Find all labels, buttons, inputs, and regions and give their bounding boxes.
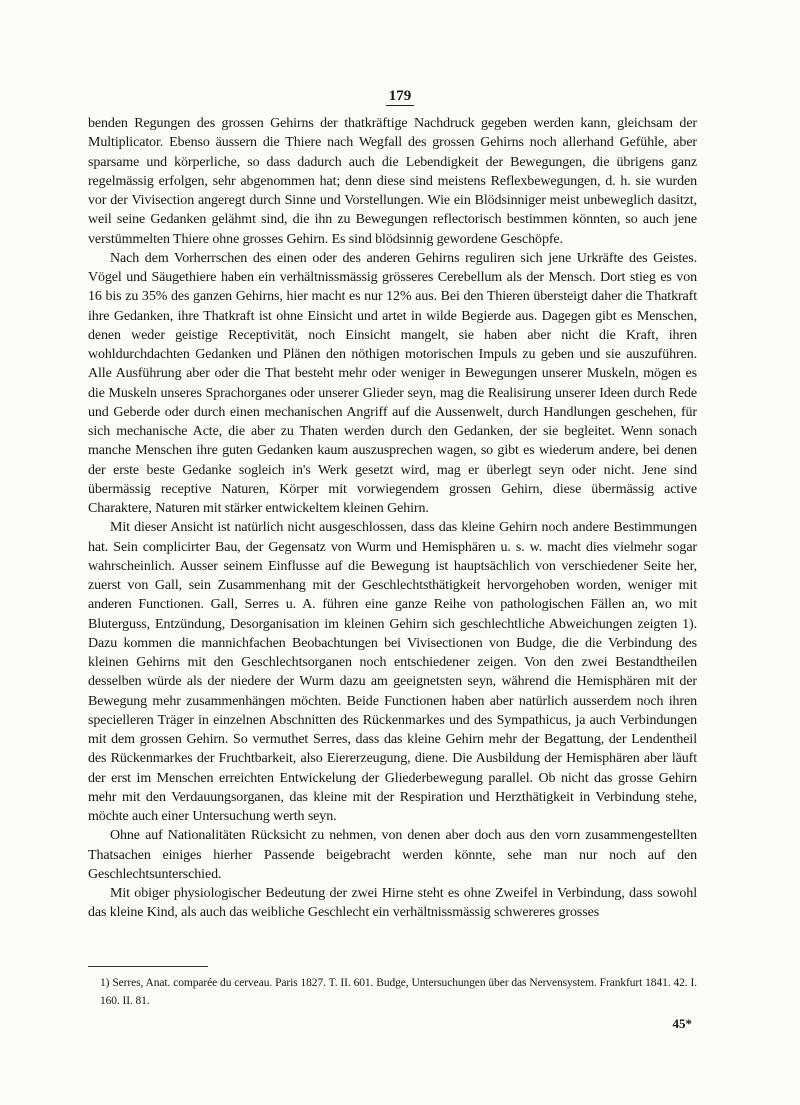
paragraph: Mit dieser Ansicht ist natürlich nicht ausgeschlossen, dass das kleine Gehirn noch andere Bestimmungen hat. Sein complicirter Bau, der Gegensatz von Wurm und Hemisphären u. s. w. macht dies vielmehr sogar wahrscheinlich. Ausser seinem Einflusse auf die Bewegung ist hauptsächlich von verschiedener Seite her, zuerst von Gall, sein Zusammenhang mit der Geschlechtsthätigkeit hervorgehoben worden, weniger mit anderen Functionen. Gall, Serres u. A. führen eine ganze Reihe von pathologischen Fällen an, wo mit Bluterguss, Entzündung, Desorganisation im kleinen Gehirn sich geschlechtliche Abweichungen zeigten 1). Dazu kommen die mannichfachen Beobachtungen bei Vivisectionen von Budge, die die Verbindung des kleinen Gehirns mit den Geschlechtsorganen noch entschiedener zeigen. Von den zwei Bestandtheilen desselben würde als der niedere der Wurm dazu am geeignetsten seyn, während die Hemisphären mit der Bewegung mehr zusammenhängen möchten. Beide Functionen haben aber natürlich ausserdem noch ihren specielleren Träger in einzelnen Abschnitten des Rückenmarkes und des Sympathicus, ja auch Verbindungen mit dem grossen Gehirn. So vermuthet Serres, dass das kleine Gehirn mehr der Begattung, der Lendentheil des Rückenmarkes der Fruchtbarkeit, also Eiererzeugung, diene. Die Ausbildung der Hemisphären aber läuft der erst im Menschen erreichten Entwickelung der Gliederbewegung parallel. Ob nicht das grosse Gehirn mehr mit den Verdauungsorganen, das kleine mit der Respiration und Herzthätigkeit in Verbindung stehe, möchte auch einer Untersuchung werth seyn. <box>88 520 697 824</box>
paragraph: Mit obiger physiologischer Bedeutung der zwei Hirne steht es ohne Zweifel in Verbindung, dass sowohl das kleine Kind, als auch das weibliche Geschlecht ein verhältnissmässig schwereres grosses <box>88 886 697 921</box>
footnote: 1) Serres, Anat. comparée du cerveau. Paris 1827. T. II. 601. Budge, Untersuchungen über das Nervensystem. Frankfurt 1841. 42. I. 160. II. 81. <box>100 977 697 1007</box>
footnote-divider <box>88 966 208 967</box>
paragraph: Nach dem Vorherrschen des einen oder des anderen Gehirns reguliren sich jene Urkräfte des Geistes. Vögel und Säugethiere haben ein verhältnissmässig grösseres Cerebellum als der Mensch. Dort stieg es von 16 bis zu 35% des ganzen Gehirns, hier macht es nur 12% aus. Bei den Thieren übersteigt daher die Thatkraft ihre Gedanken, ihre Thatkraft ist ohne Einsicht und artet in wilde Begierde aus. Dagegen gibt es Menschen, denen weder geistige Receptivität, noch Einsicht mangelt, sie haben aber nicht die Kraft, ihren wohldurchdachten Gedanken und Plänen den nöthigen motorischen Impuls zu geben und sie auszuführen. Alle Ausführung aber oder die That besteht mehr oder weniger in Bewegungen unserer Muskeln, mögen es die Muskeln unseres Sprachorganes oder unserer Glieder seyn, mag die Realisirung unserer Ideen durch Rede und Geberde oder durch einen mechanischen Angriff auf die Aussenwelt, durch Handlungen geschehen, für sich mechanische Acte, die aber zu Thaten werden durch den Gedanken, der sie begleitet. Wenn sonach manche Menschen ihre guten Gedanken kaum auszusprechen wagen, so gibt es wiederum andere, bei denen der erste beste Gedanke sogleich in's Werk gesetzt wird, mag er überlegt seyn oder nicht. Jene sind übermässig receptive Naturen, Körper mit vorwiegendem grossen Gehirn, diese übermässig active Charaktere, Naturen mit stärker entwickeltem kleinen Gehirn. <box>88 250 697 516</box>
paragraph: Ohne auf Nationalitäten Rücksicht zu nehmen, von denen aber doch aus den vorn zusammengestellten Thatsachen einiges hierher Passende beigebracht werden könnte, sehe man nur noch auf den Geschlechtsunterschied. <box>88 828 697 882</box>
paragraph: benden Regungen des grossen Gehirns der thatkräftige Nachdruck gegeben werden kann, gleichsam der Multiplicator. Ebenso äussern die Thiere nach Wegfall des grossen Gehirns noch allerhand Gefühle, aber sparsame und körperliche, so dass dadurch auch die Lebendigkeit der Bewegungen, die übrigens ganz regelmässig erfolgen, sehr abgenommen hat; denn diese sind meistens Reflexbewegungen, d. h. sie wurden vor der Vivisection angeregt durch Sinne und Vorstellungen. Wie ein Blödsinniger meist unbeweglich dasitzt, weil seine Gedanken gelähmt sind, die ihn zu Bewegungen reflectorisch bestimmen könnten, so auch jene verstümmelten Thiere ohne grosses Gehirn. Es sind blödsinnig gewordene Geschöpfe. <box>88 116 697 247</box>
printer-signature: 45* <box>672 1016 692 1031</box>
body-text <box>88 114 697 923</box>
page-number: 179 <box>0 88 800 106</box>
